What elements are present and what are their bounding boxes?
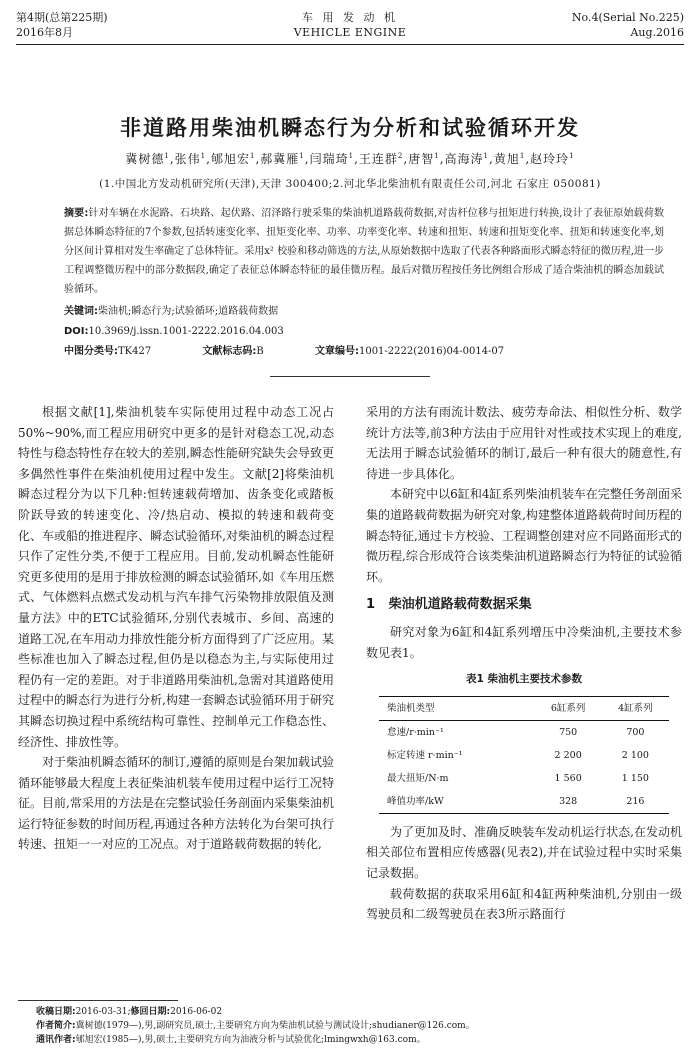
table-cell: 1 150 [621,772,649,784]
paragraph: 采用的方法有雨流计数法、疲劳寿命法、相似性分析、数学统计方法等,前3种方法由于应用针对性或技术实现上的难度,无法用于瞬态试验循环的制订,最后一种有很大的随意性,有待进一步具体化。 [366,405,682,481]
footnote-rule [18,1000,178,1001]
doi-label: DOI: [64,326,89,337]
author-affiliation-mark: 1 [483,152,490,160]
received-label: 收稿日期: [36,1007,76,1017]
author-name: 郇旭宏 [210,152,250,166]
author-name: 张伟 [174,152,201,166]
author-name: 冀树德 [125,152,165,166]
journal-cn: 车 用 发 动 机 [302,11,398,24]
revised-label: 修回日期: [130,1007,171,1017]
doi [64,322,664,341]
running-header-right [572,10,684,40]
table-row [379,790,669,814]
author-bio: 冀树德(1979—),男,副研究员,硕士,主要研究方向为柴油机试验与测试设计;shudianer@126.com。 [75,1021,475,1031]
abstract-text: 针对车辆在水泥路、石块路、起伏路、沼泽路行驶采集的柴油机道路载荷数据,对齿杆位移与扭矩进行转换,设计了表征原始载荷数据总体瞬态特征的7个参数,包括转速变化率、扭矩变化率、功率、功率变化率、转速和扭矩、转速和扭矩变化率、扭矩和转速变化率,划分区间计算相对发生率确定了总体特征。采用x² 校验和移动筛选的方法,从原始数据中选取了代表各种路面形式瞬态特征的微历程,进一步工程调整微历程中的部分数据段,确定了表征总体瞬态特征的最佳微历程。最后对微历程按任务比例组合形成了适合柴油机的瞬态加载试验循环。 [64,208,665,295]
abstract-label: 摘要: [64,208,89,219]
author-name: 赵玲玲 [530,152,570,166]
clc-value: TK427 [118,346,152,357]
table-cell: 最大扭矩/N·m [387,772,449,784]
contact-bio: 郇旭宏(1985—),男,硕士,主要研究方向为油液分析与试验优化;lmingwxh@163.com。 [75,1035,426,1045]
section-title: 柴油机道路载荷数据采集 [388,597,532,613]
author-affiliation-mark: 2 [397,152,404,160]
table-header-cell: 柴油机类型 [379,696,535,720]
author-list: 冀树德$^1$,张伟$^1$,郇旭宏$^1$,郝冀雁$^1$,闫瑞琦$^1$,王连群$^2$,唐智$^1$,高海涛$^1$,黄旭$^1$,赵玲玲$^1$ [125,152,575,166]
table-cell: 216 [602,790,669,814]
section-heading [366,595,682,616]
date-cn: 2016年8月 [16,26,73,39]
doi-text: 10.3969/j.issn.1001-2222.2016.04.003 [88,326,284,337]
abstract [64,204,664,299]
table-cell: 750 [559,726,578,738]
issue-en: No.4(Serial No.225) [571,11,684,24]
table-row [379,744,669,767]
table-cell: 2 100 [621,749,649,761]
table-row [379,767,669,790]
spec-table [379,696,669,814]
table-row [379,720,669,744]
abstract-divider [270,376,430,377]
table-caption: 表1 柴油机主要技术参数 [466,673,582,686]
journal-en: VEHICLE ENGINE [293,26,407,39]
doc-code-label: 文献标志码: [202,346,257,357]
author-name: 郝冀雁 [260,152,300,166]
footnote-contact [36,1032,426,1048]
paragraph: 根据文献[1],柴油机装车实际使用过程中动态工况占50%~90%,而工程应用研究中更多的是针对稳态工况,动态特性与稳态特性存在较大的差别,瞬态性能研究缺失会导致更多偶然性事件在柴油机使用过程中发生。文献[2]将柴油机瞬态过程分为以下几种:恒转速载荷增加、齿条变化或踏板阶跃导致的转速变化、冷/热启动、模拟的转速和载荷变化、车或船的推进程序、瞬态试验循环,对柴油机的瞬态过程只作了定性分类,不便于工程应用。目前,发动机瞬态性能研究更多使用的是用于排放检测的瞬态试验循环,如《车用压燃式、气体燃料点燃式发动机与汽车排气污染物排放限值及测量方法》中的ETC试验循环,分别代表城市、乡间、高速的道路工况,在车用动力排放性能分析方面得到了广泛应用。某些标准也加入了瞬态过程,但仍是以稳态为主,与实际使用过程仍有一定的差距。对于非道路用柴油机,急需对其道路使用过程中的瞬态行为进行分析,构建一套瞬态试验循环用于研究其瞬态切换过程中系统结构可靠性、控制单元工作稳态性、经济性、排放性等。 [18,405,334,749]
author-name: 黄旭 [493,152,520,166]
date-en: Aug.2016 [630,26,684,39]
author-name: 王连群 [358,152,398,166]
table-cell: 2 200 [554,749,582,761]
clc-label: 中图分类号: [64,346,118,357]
keywords-text: 柴油机;瞬态行为;试验循环;道路载荷数据 [98,306,279,317]
article-no-value: 1001-2222(2016)04-0014-07 [358,346,505,357]
body-column-left [18,402,334,855]
contact-label: 通讯作者: [36,1035,76,1045]
paragraph: 为了更加及时、准确反映装车发动机运行状态,在发动机相关部位布置相应传感器(见表2),并在试验过程中实时采集记录数据。 [366,824,682,880]
author-affiliation-mark: 1 [519,152,526,160]
paragraph: 研究对象为6缸和4缸系列增压中冷柴油机,主要技术参数见表1。 [366,624,682,660]
keywords [64,302,664,321]
table-cell: 标定转速 r·min⁻¹ [387,749,463,761]
table-header-row [379,696,669,720]
article-no-label: 文章编号: [314,346,359,357]
author-affiliation-mark: 1 [434,152,440,160]
table-header-cell: 4缸系列 [602,696,669,720]
table-cell: 峰值功率/kW [379,790,535,814]
body-column-right [366,402,682,925]
table-cell: 1 560 [554,772,582,784]
classification-line [64,342,664,361]
author-name: 唐智 [408,152,435,166]
author-bio-label: 作者简介: [36,1021,76,1031]
table-cell: 700 [626,726,645,738]
author-affiliation-mark: 1 [200,152,207,160]
author-name: 高海涛 [444,152,484,166]
author-affiliation-mark: 1 [164,152,170,160]
table-cell: 怠速/r·min⁻¹ [387,726,444,738]
keywords-label: 关键词: [64,306,98,317]
author-affiliation-mark: 1 [569,152,575,160]
header-rule [16,44,684,45]
paper-title: 非道路用柴油机瞬态行为分析和试验循环开发 [120,115,580,140]
author-affiliation-mark: 1 [348,152,355,160]
doc-code-value: B [256,346,264,357]
section-number: 1 [366,597,376,613]
table-cell: 328 [535,790,602,814]
affiliation: (1.中国北方发动机研究所(天津),天津 300400;2.河北华北柴油机有限责任公司,河北 石家庄 050081) [99,178,601,190]
paragraph: 本研究中以6缸和4缸系列柴油机装车在完整任务剖面采集的道路载荷数据为研究对象,构建整体道路载荷时间历程的瞬态特征,通过卡方校验、工程调整创建对应不同路面形式的微历程,综合形成符合该类柴油机道路瞬态行为特征的试验循环。 [366,487,682,584]
paragraph: 载荷数据的获取采用6缸和4缸两种柴油机,分别由一级驾驶员和二级驾驶员在表3所示路面行 [366,886,682,922]
author-affiliation-mark: 1 [249,152,256,160]
revised-date: 2016-06-02 [170,1007,223,1017]
paragraph: 对于柴油机瞬态循环的制订,遵循的原则是台架加载试验循环能够最大程度上表征柴油机装车使用过程中运行工况特征。目前,常采用的方法是在完整试验任务剖面内采集柴油机运行特征参数的时间历程,再通过各种方法转化为台架可执行转速、扭矩一一对应的工况点。对于道路载荷数据的转化, [18,755,334,852]
table-header-cell: 6缸系列 [535,696,602,720]
author-affiliation-mark: 1 [299,152,305,160]
author-name: 闫瑞琦 [309,152,349,166]
received-date: 2016-03-31; [75,1007,131,1017]
issue-cn: 第4期(总第225期) [16,11,108,24]
